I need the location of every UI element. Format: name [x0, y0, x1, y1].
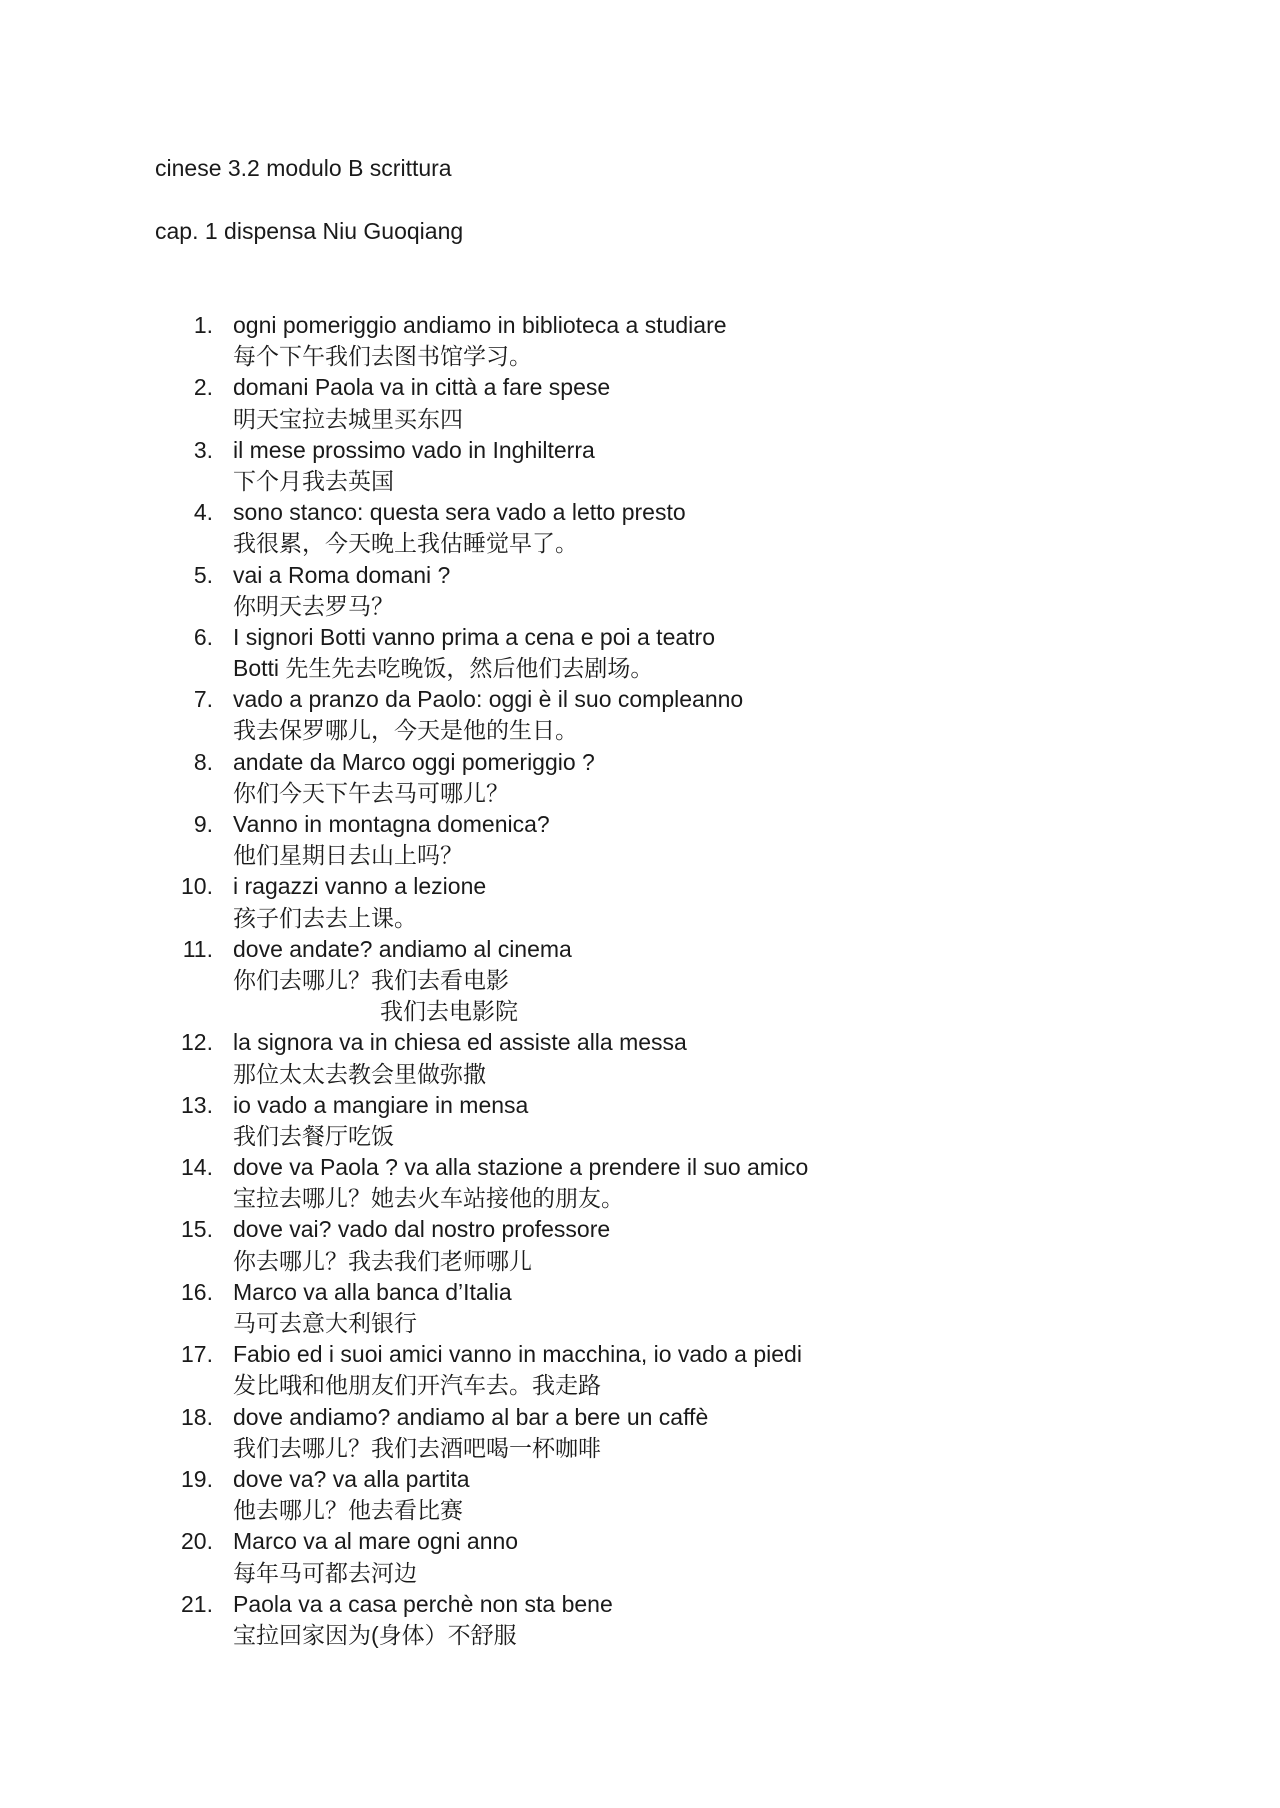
exercise-italian-line — [0, 809, 1280, 840]
exercise-number: 16. — [181, 1278, 213, 1305]
exercise-chinese-text: 明天宝拉去城里买东四 — [233, 405, 463, 432]
exercise-chinese-text: 我们去餐厅吃饭 — [233, 1122, 394, 1149]
exercise-italian-text: I signori Botti vanno prima a cena e poi a teatro — [233, 623, 716, 650]
exercise-number: 13. — [181, 1091, 213, 1118]
exercise-italian-text: vado a pranzo da Paolo: oggi è il suo compleanno — [233, 686, 744, 713]
exercise-italian-text: domani Paola va in città a fare spese — [233, 374, 611, 401]
exercise-italian-text: sono stanco: questa sera vado a letto presto — [233, 499, 686, 526]
exercise-italian-text: il mese prossimo vado in Inghilterra — [233, 436, 595, 463]
exercise-chinese-line — [0, 1308, 1280, 1339]
exercise-chinese-text: 我去保罗哪儿，今天是他的生日。 — [233, 717, 578, 744]
exercise-chinese-text: 宝拉回家因为(身体）不舒服 — [233, 1621, 517, 1648]
exercise-chinese-line — [0, 1370, 1280, 1401]
exercise-chinese-text: 下个月我去英国 — [233, 467, 394, 494]
exercise-chinese-text: 你明天去罗马？ — [233, 592, 394, 619]
exercise-item — [0, 1090, 1280, 1152]
exercise-italian-line — [0, 1464, 1280, 1495]
exercise-italian-line — [0, 1090, 1280, 1121]
exercise-italian-line — [0, 1214, 1280, 1245]
exercise-item — [0, 747, 1280, 809]
exercise-chinese-line — [0, 1059, 1280, 1090]
exercise-chinese-line — [0, 1620, 1280, 1651]
exercise-chinese-text: 你们去哪儿？我们去看电影 — [233, 966, 509, 993]
exercise-italian-line — [0, 1152, 1280, 1183]
exercise-item — [0, 622, 1280, 684]
exercise-chinese-line — [0, 528, 1280, 559]
exercise-number: 14. — [181, 1154, 213, 1181]
exercise-italian-line — [0, 871, 1280, 902]
exercise-item — [0, 809, 1280, 871]
exercise-number: 10. — [181, 873, 213, 900]
exercise-chinese-line — [0, 653, 1280, 684]
exercise-italian-line — [0, 497, 1280, 528]
exercise-chinese-text: 那位太太去教会里做弥撒 — [233, 1060, 486, 1087]
exercise-item — [0, 1464, 1280, 1526]
exercise-item — [0, 435, 1280, 497]
exercise-number: 18. — [181, 1403, 213, 1430]
exercise-italian-line — [0, 1589, 1280, 1620]
exercise-number: 8. — [193, 748, 213, 775]
exercise-italian-text: dove andiamo? andiamo al bar a bere un caffè — [233, 1403, 709, 1430]
exercise-number: 6. — [193, 623, 213, 650]
exercise-item — [0, 497, 1280, 559]
exercise-chinese-text: 马可去意大利银行 — [233, 1310, 417, 1336]
exercise-item — [0, 1027, 1280, 1089]
exercise-item — [0, 1526, 1280, 1588]
exercise-item — [0, 684, 1280, 746]
exercise-list — [0, 310, 1280, 1651]
exercise-item — [0, 1214, 1280, 1276]
exercise-italian-text: dove andate? andiamo al cinema — [233, 935, 572, 962]
exercise-italian-line — [0, 1027, 1280, 1058]
exercise-italian-text: andate da Marco oggi pomeriggio ? — [233, 748, 595, 775]
exercise-italian-line — [0, 310, 1280, 341]
exercise-italian-text: io vado a mangiare in mensa — [233, 1091, 529, 1118]
exercise-italian-text: la signora va in chiesa ed assiste alla messa — [233, 1029, 687, 1056]
exercise-italian-text: vai a Roma domani ? — [233, 561, 451, 588]
exercise-italian-text: Fabio ed i suoi amici vanno in macchina, io vado a piedi — [233, 1341, 802, 1368]
exercise-italian-line — [0, 1339, 1280, 1370]
exercise-chinese-text: 我们去哪儿？我们去酒吧喝一杯咖啡 — [233, 1434, 601, 1461]
exercise-italian-text: dove va? va alla partita — [233, 1465, 470, 1492]
exercise-number: 21. — [181, 1590, 213, 1617]
exercise-item — [0, 871, 1280, 933]
exercise-number: 19. — [181, 1465, 213, 1492]
exercise-italian-text: Vanno in montagna domenica? — [233, 811, 550, 837]
exercise-number: 4. — [193, 499, 213, 526]
exercise-number: 9. — [193, 811, 213, 837]
exercise-italian-line — [0, 684, 1280, 715]
exercise-italian-line — [0, 560, 1280, 591]
exercise-chinese-alt-line — [0, 996, 1280, 1027]
exercise-chinese-text: 他去哪儿？他去看比赛 — [233, 1497, 463, 1524]
exercise-italian-line — [0, 934, 1280, 965]
exercise-number: 12. — [181, 1029, 213, 1056]
exercise-chinese-text: 你们今天下午去马可哪儿？ — [233, 779, 509, 806]
exercise-chinese-line — [0, 840, 1280, 871]
exercise-number: 3. — [193, 436, 213, 463]
exercise-chinese-text: 他们星期日去山上吗？ — [233, 842, 463, 869]
exercise-chinese-text: 每个下午我们去图书馆学习。 — [233, 343, 532, 370]
exercise-italian-text: dove vai? vado dal nostro professore — [233, 1216, 611, 1243]
exercise-italian-line — [0, 435, 1280, 466]
exercise-chinese-line — [0, 1246, 1280, 1277]
exercise-number: 2. — [193, 374, 213, 401]
exercise-chinese-line — [0, 778, 1280, 809]
exercise-item — [0, 934, 1280, 1028]
document-title: cinese 3.2 modulo B scrittura — [155, 155, 452, 181]
exercise-number: 20. — [181, 1528, 213, 1555]
exercise-chinese-text: 我很累，今天晚上我估睡觉早了。 — [233, 530, 578, 557]
exercise-chinese-line — [0, 1183, 1280, 1214]
exercise-number: 15. — [181, 1216, 213, 1243]
exercise-number: 1. — [193, 312, 213, 338]
exercise-chinese-line — [0, 1495, 1280, 1526]
exercise-chinese-text: 每年马可都去河边 — [233, 1559, 417, 1586]
exercise-item — [0, 1277, 1280, 1339]
document-subtitle: cap. 1 dispensa Niu Guoqiang — [155, 218, 464, 244]
exercise-item — [0, 1589, 1280, 1651]
exercise-number: 7. — [193, 686, 213, 713]
exercise-item — [0, 310, 1280, 372]
exercise-chinese-line — [0, 591, 1280, 622]
exercise-italian-line — [0, 622, 1280, 653]
exercise-chinese-text: 宝拉去哪儿？她去火车站接他的朋友。 — [233, 1185, 624, 1212]
exercise-chinese-line — [0, 965, 1280, 996]
exercise-chinese-text: 孩子们去去上课。 — [233, 904, 417, 931]
exercise-italian-line — [0, 1526, 1280, 1557]
exercise-item — [0, 1152, 1280, 1214]
exercise-italian-text: Marco va al mare ogni anno — [233, 1528, 519, 1555]
exercise-chinese-line — [0, 1121, 1280, 1152]
exercise-italian-line — [0, 747, 1280, 778]
exercise-italian-line — [0, 1277, 1280, 1308]
exercise-italian-text: Marco va alla banca d’Italia — [233, 1278, 512, 1305]
exercise-item — [0, 1339, 1280, 1401]
exercise-item — [0, 1402, 1280, 1464]
exercise-chinese-alt-text: 我们去电影院 — [380, 998, 518, 1025]
exercise-chinese-line — [0, 1433, 1280, 1464]
exercise-chinese-line — [0, 903, 1280, 934]
exercise-item — [0, 560, 1280, 622]
exercise-chinese-line — [0, 1558, 1280, 1589]
exercise-chinese-line — [0, 341, 1280, 372]
exercise-chinese-text: Botti 先生先去吃晚饭，然后他们去剧场。 — [233, 655, 654, 682]
exercise-chinese-line — [0, 715, 1280, 746]
exercise-number: 11. — [182, 935, 213, 962]
exercise-italian-line — [0, 372, 1280, 403]
exercise-chinese-line — [0, 466, 1280, 497]
exercise-chinese-text: 你去哪儿？我去我们老师哪儿 — [233, 1247, 532, 1274]
exercise-chinese-text: 发比哦和他朋友们开汽车去。我走路 — [233, 1372, 601, 1399]
exercise-italian-text: dove va Paola ? va alla stazione a prendere il suo amico — [233, 1154, 809, 1181]
exercise-italian-text: i ragazzi vanno a lezione — [233, 873, 487, 900]
exercise-italian-text: Paola va a casa perchè non sta bene — [233, 1590, 613, 1617]
exercise-item — [0, 372, 1280, 434]
exercise-chinese-line — [0, 404, 1280, 435]
exercise-italian-line — [0, 1402, 1280, 1433]
exercise-italian-text: ogni pomeriggio andiamo in biblioteca a studiare — [233, 312, 727, 338]
exercise-number: 17. — [181, 1341, 213, 1368]
exercise-number: 5. — [193, 561, 213, 588]
